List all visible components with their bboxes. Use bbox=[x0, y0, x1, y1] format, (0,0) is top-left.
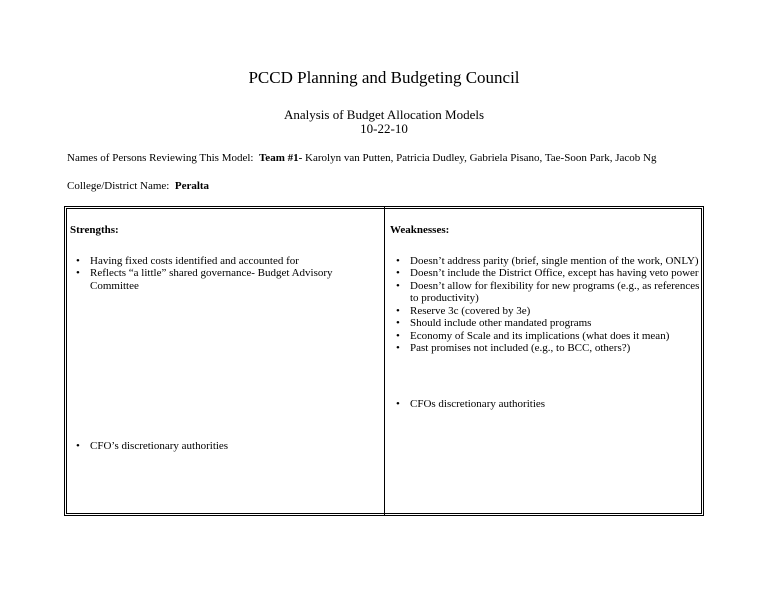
strengths-heading: Strengths: bbox=[70, 224, 119, 236]
reviewers-line bbox=[67, 152, 657, 164]
list-item bbox=[390, 280, 700, 305]
bullet-icon: • bbox=[396, 254, 400, 267]
strengths-list bbox=[70, 255, 370, 293]
bullet-icon: • bbox=[396, 397, 400, 410]
bullet-icon: • bbox=[396, 342, 400, 354]
list-item-text: Having fixed costs identified and accounted for bbox=[90, 254, 299, 267]
list-item bbox=[390, 267, 700, 280]
reviewers-team: Team #1- bbox=[258, 152, 303, 164]
list-item bbox=[390, 330, 700, 343]
strengths-column bbox=[70, 224, 370, 453]
weaknesses-column bbox=[390, 224, 700, 410]
list-item-text: Economy of Scale and its implications (what does it mean) bbox=[410, 329, 670, 342]
list-item-text: CFOs discretionary authorities bbox=[410, 397, 546, 410]
table-divider bbox=[384, 206, 385, 516]
list-item-text: Doesn’t include the District Office, except has having veto power bbox=[410, 267, 699, 279]
list-item bbox=[70, 267, 370, 292]
bullet-icon: • bbox=[76, 267, 80, 279]
reviewers-label: Names of Persons Reviewing This Model: bbox=[67, 152, 254, 164]
reviewers-names: Karolyn van Putten, Patricia Dudley, Gabriela Pisano, Tae-Soon Park, Jacob Ng bbox=[305, 152, 657, 164]
weaknesses-heading: Weaknesses: bbox=[390, 224, 450, 236]
list-item bbox=[70, 440, 370, 453]
college-value: Peralta bbox=[174, 180, 210, 192]
list-item-text: Should include other mandated programs bbox=[410, 317, 592, 329]
document-subtitle bbox=[0, 108, 768, 136]
list-item bbox=[70, 255, 370, 268]
list-item-text: Reserve 3c (covered by 3e) bbox=[410, 304, 531, 317]
bullet-icon: • bbox=[76, 440, 80, 452]
list-item bbox=[390, 342, 700, 355]
college-line bbox=[67, 180, 209, 192]
list-item bbox=[390, 398, 700, 411]
bullet-icon: • bbox=[396, 304, 400, 317]
subtitle-line-1: Analysis of Budget Allocation Models bbox=[283, 107, 485, 122]
strengths-list-bottom bbox=[70, 440, 370, 453]
weaknesses-list bbox=[390, 255, 700, 355]
bullet-icon: • bbox=[396, 317, 400, 329]
bullet-icon: • bbox=[396, 267, 400, 279]
list-item bbox=[390, 255, 700, 268]
list-item-text: Reflects “a little” shared governance- Budget Advisory Committee bbox=[90, 267, 333, 292]
list-item-text: Doesn’t address parity (brief, single mention of the work, ONLY) bbox=[410, 254, 699, 267]
bullet-icon: • bbox=[396, 329, 400, 342]
bullet-icon: • bbox=[76, 254, 80, 267]
weaknesses-list-bottom bbox=[390, 398, 700, 411]
list-item-text: Past promises not included (e.g., to BCC, others?) bbox=[410, 342, 631, 354]
list-item bbox=[390, 305, 700, 318]
list-item bbox=[390, 317, 700, 330]
subtitle-date: 10-22-10 bbox=[360, 121, 408, 136]
bullet-icon: • bbox=[396, 279, 400, 292]
list-item-text: CFO’s discretionary authorities bbox=[90, 440, 229, 452]
list-item-text: Doesn’t allow for flexibility for new programs (e.g., as references to productivity) bbox=[410, 279, 700, 304]
document-title: PCCD Planning and Budgeting Council bbox=[248, 68, 520, 87]
college-label: College/District Name: bbox=[67, 180, 170, 192]
